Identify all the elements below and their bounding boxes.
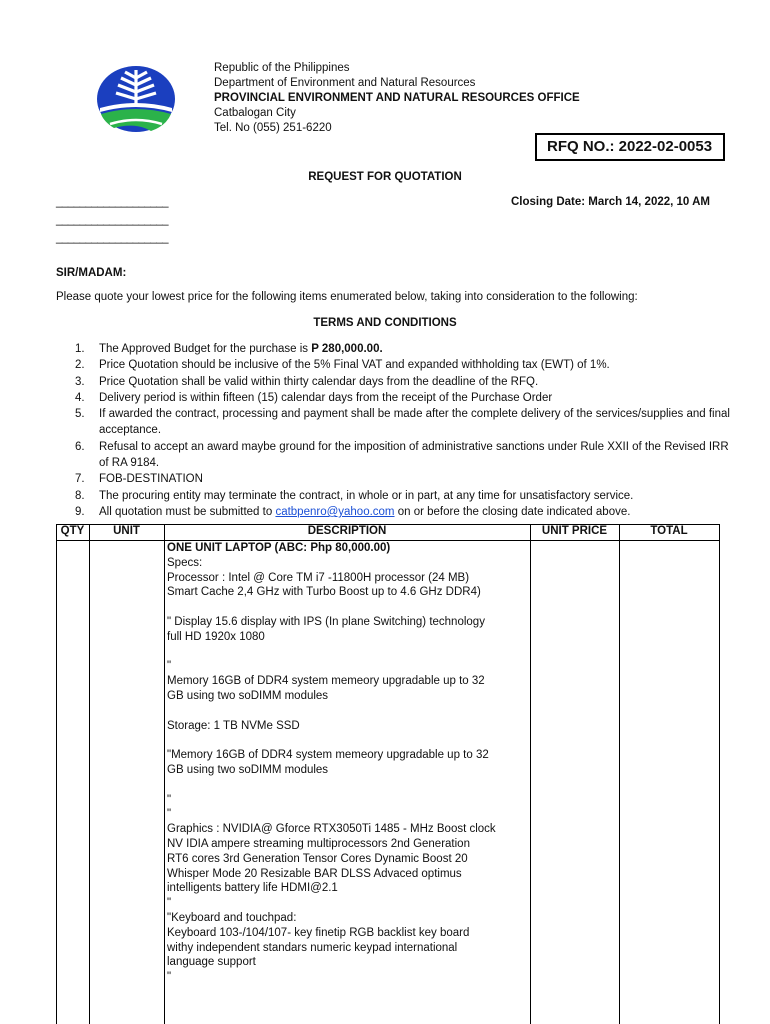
term-number: 8. [75, 489, 85, 502]
approved-budget: P 280,000.00. [311, 343, 383, 355]
term-number: 3. [75, 375, 85, 388]
description-line: Storage: 1 TB NVMe SSD [167, 719, 300, 732]
office-header [214, 61, 580, 136]
description-line: GB using two soDIMM modules [167, 763, 329, 776]
term-text: Refusal to accept an award maybe ground for the imposition of administrative sanctions under Rule XXII of the Revised IRR of RA 9184. [99, 440, 729, 470]
closing-date: Closing Date: March 14, 2022, 10 AM [511, 196, 710, 208]
description-line: intelligents battery life HDMI@2.1 [167, 882, 338, 895]
table-border [619, 524, 620, 1024]
table-border [530, 524, 531, 1024]
term-item [75, 439, 735, 472]
document-title: REQUEST FOR QUOTATION [308, 171, 462, 183]
table-border [56, 524, 57, 1024]
description-line [167, 778, 527, 793]
term-number: 9. [75, 505, 85, 518]
term-text: Delivery period is within fifteen (15) calendar days from the receipt of the Purchase Order [99, 391, 553, 404]
term-number: 5. [75, 408, 85, 421]
intro-paragraph: Please quote your lowest price for the following items enumerated below, taking into consideration to the following: [56, 291, 638, 303]
description-line: Whisper Mode 20 Resizable BAR DLSS Advaced optimus [167, 867, 462, 880]
description-line: Graphics : NVIDIA@ Gforce RTX3050Ti 1485 - MHz Boost clock [167, 823, 496, 836]
column-header-qty: QTY [60, 525, 85, 537]
description-line: Smart Cache 2,4 GHz with Turbo Boost up to 4.6 GHz DDR4) [167, 586, 481, 599]
description-line: "Keyboard and touchpad: [167, 911, 297, 924]
column-header-total: TOTAL [650, 525, 688, 537]
description-line [167, 733, 527, 748]
salutation: SIR/MADAM: [56, 267, 127, 279]
column-header-unit-price: UNIT PRICE [541, 525, 608, 537]
column-header-unit: UNIT [113, 525, 140, 537]
header-department: Department of Environment and Natural Resources [214, 77, 476, 89]
description-line: GB using two soDIMM modules [167, 689, 329, 702]
term-item [75, 390, 735, 406]
denr-logo-icon [96, 64, 176, 134]
description-line: Processor : Intel @ Core TM i7 -11800H processor (24 MB) [167, 571, 470, 584]
blank-line-3: ___________________ [56, 232, 169, 244]
description-line [167, 645, 527, 660]
term-text: Price Quotation shall be valid within thirty calendar days from the deadline of the RFQ. [99, 375, 539, 388]
header-republic: Republic of the Philippines [214, 62, 350, 74]
column-header-description: DESCRIPTION [307, 525, 387, 537]
description-line: " [167, 808, 172, 821]
table-border [89, 524, 90, 1024]
table-border [164, 524, 165, 1024]
rfq-number-box: RFQ NO.: 2022-02-0053 [535, 133, 725, 161]
header-telephone: Tel. No (055) 251-6220 [214, 122, 332, 134]
item-title: ONE UNIT LAPTOP (ABC: Php 80,000.00) [167, 542, 391, 554]
term-item [75, 357, 735, 373]
terms-title: TERMS AND CONDITIONS [313, 317, 457, 329]
table-border [719, 524, 720, 1024]
term-number: 7. [75, 473, 85, 486]
term-item [75, 406, 735, 439]
description-line [167, 704, 527, 719]
terms-list [75, 341, 735, 520]
blank-line-1: ___________________ [56, 196, 169, 208]
term-number: 6. [75, 440, 85, 453]
term-item [75, 471, 735, 487]
term-text-suffix: on or before the closing date indicated above. [394, 505, 631, 518]
description-line: " [167, 897, 172, 910]
blank-line-2: ___________________ [56, 214, 169, 226]
description-line: " [167, 660, 172, 673]
description-line: full HD 1920x 1080 [167, 630, 265, 643]
item-description [167, 541, 527, 985]
description-line: Keyboard 103-/104/107- key finetip RGB backlist key board [167, 926, 470, 939]
term-text: Price Quotation should be inclusive of the 5% Final VAT and expanded withholding tax (EWT) of 1%. [99, 359, 610, 372]
description-line [167, 600, 527, 615]
term-text: All quotation must be submitted to [99, 505, 276, 518]
items-table [56, 524, 720, 1024]
term-text: If awarded the contract, processing and payment shall be made after the complete delivery of the services/supplies and final acceptance. [99, 408, 730, 437]
term-item [75, 504, 735, 520]
description-line: Specs: [167, 556, 203, 569]
header-city: Catbalogan City [214, 107, 296, 119]
description-line: RT6 cores 3rd Generation Tensor Cores Dynamic Boost 20 [167, 852, 468, 865]
term-number: 2. [75, 359, 85, 372]
description-line: " [167, 971, 172, 984]
email-link[interactable]: catbpenro@yahoo.com [275, 505, 395, 518]
description-line: " [167, 793, 172, 806]
term-text: The procuring entity may terminate the contract, in whole or in part, at any time for unsatisfactory service. [99, 489, 634, 502]
description-line: withy independent standars numeric keypad international [167, 941, 458, 954]
term-item [75, 374, 735, 390]
description-line: Memory 16GB of DDR4 system memeory upgradable up to 32 [167, 675, 485, 688]
description-line: NV IDIA ampere streaming multiprocessors 2nd Generation [167, 837, 470, 850]
term-text: The Approved Budget for the purchase is [99, 343, 312, 355]
description-line: "Memory 16GB of DDR4 system memeory upgradable up to 32 [167, 749, 489, 762]
description-line: language support [167, 956, 256, 969]
term-item [75, 341, 735, 357]
term-number: 4. [75, 391, 85, 404]
term-item [75, 488, 735, 504]
header-office: PROVINCIAL ENVIRONMENT AND NATURAL RESOURCES OFFICE [214, 92, 580, 104]
term-number: 1. [75, 343, 85, 355]
term-text: FOB-DESTINATION [99, 473, 203, 486]
description-line: " Display 15.6 display with IPS (In plane Switching) technology [167, 615, 485, 628]
